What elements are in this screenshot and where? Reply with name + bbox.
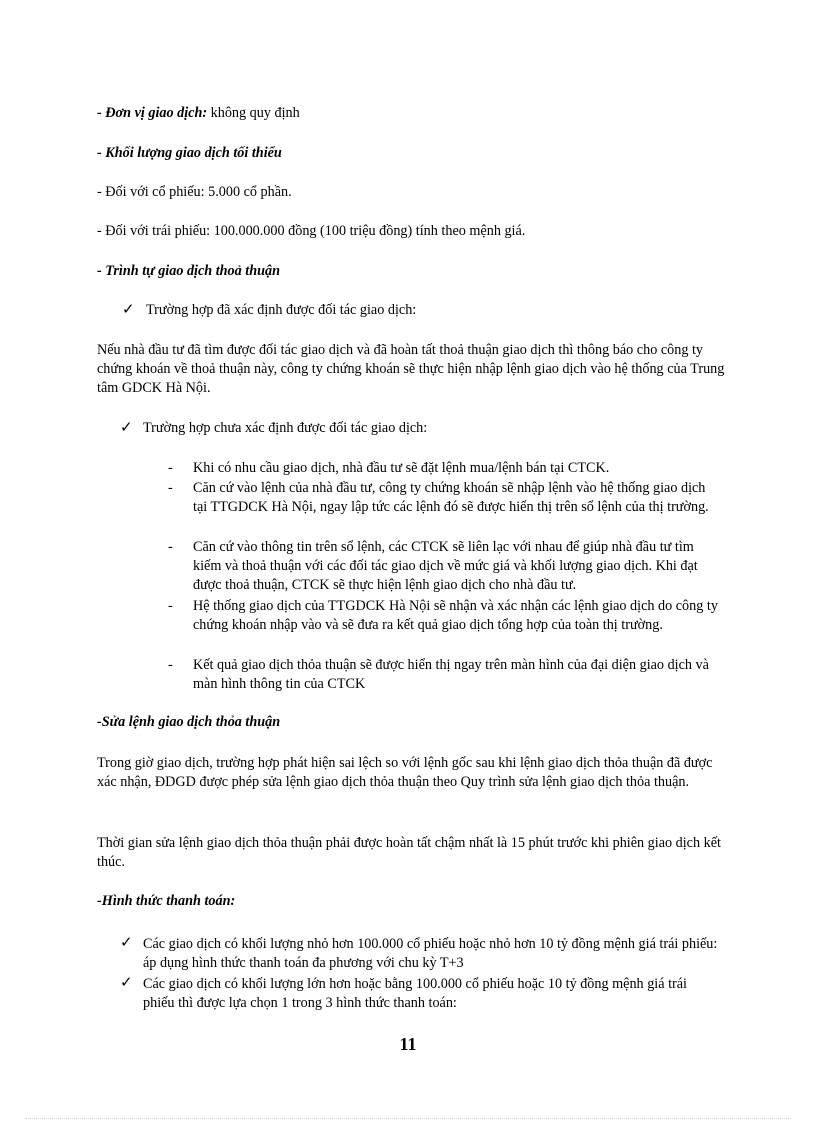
- page-number: 11: [399, 1034, 417, 1054]
- don-vi-value: không quy định: [207, 105, 300, 121]
- don-vi-label: - Đơn vị giao dịch:: [97, 105, 208, 121]
- step-3: Căn cứ vào thông tin trên sổ lệnh, các CTCK sẽ liên lạc với nhau để giúp nhà đầu tư tìm kiếm và thoả thuận với các đối tác giao dịch về mức giá và khối lượng giao dịch. Khi đạt được thoả thuận, CTCK sẽ thực hiện lệnh giao dịch cho nhà đầu tư.: [193, 539, 698, 593]
- checkmark-icon: ✓: [120, 975, 133, 991]
- page-bottom-divider: [25, 1118, 791, 1119]
- trinh-tu-heading: - Trình tự giao dịch thoả thuận: [97, 263, 281, 279]
- dash-bullet: -: [168, 657, 173, 673]
- sua-lenh-paragraph-2: Thời gian sửa lệnh giao dịch thỏa thuận phải được hoàn tất chậm nhất là 15 phút trước khi phiên giao dịch kết thúc.: [97, 835, 721, 870]
- khoi-luong-heading: - Khối lượng giao dịch tối thiểu: [97, 145, 282, 161]
- thanh-toan-item-1: Các giao dịch có khối lượng nhỏ hơn 100.000 cổ phiếu hoặc nhỏ hơn 10 tỷ đồng mệnh giá trái phiếu: áp dụng hình thức thanh toán đa phương với chu kỳ T+3: [143, 936, 718, 971]
- dash-bullet: -: [168, 598, 173, 614]
- co-phieu-line: - Đối với cổ phiếu: 5.000 cổ phần.: [97, 184, 292, 200]
- case2-label: Trường hợp chưa xác định được đối tác giao dịch:: [143, 420, 428, 436]
- dash-bullet: -: [168, 539, 173, 555]
- checkmark-icon: ✓: [120, 420, 133, 436]
- dash-bullet: -: [168, 480, 173, 496]
- trai-phieu-line: - Đối với trái phiếu: 100.000.000 đồng (100 triệu đồng) tính theo mệnh giá.: [97, 223, 526, 239]
- step-4: Hệ thống giao dịch của TTGDCK Hà Nội sẽ nhận và xác nhận các lệnh giao dịch do công ty chứng khoán nhập vào và sẽ đưa ra kết quả giao dịch tổng hợp của toàn thị trường.: [193, 598, 718, 633]
- sua-lenh-heading: -Sửa lệnh giao dịch thỏa thuận: [97, 714, 281, 730]
- checkmark-icon: ✓: [122, 302, 135, 318]
- step-5: Kết quả giao dịch thỏa thuận sẽ được hiển thị ngay trên màn hình của đại diện giao dịch và màn hình thông tin của CTCK: [193, 657, 709, 692]
- case1-paragraph: Nếu nhà đầu tư đã tìm được đối tác giao dịch và đã hoàn tất thoả thuận giao dịch thì thông báo cho công ty chứng khoán về thoả thuận này, công ty chứng khoán sẽ thực hiện nhập lệnh giao dịch vào hệ thống của Trung tâm GDCK Hà Nội.: [97, 342, 725, 396]
- dash-bullet: -: [168, 460, 173, 476]
- checkmark-icon: ✓: [120, 935, 133, 951]
- don-vi-line: [97, 105, 300, 122]
- sua-lenh-paragraph-1: Trong giờ giao dịch, trường hợp phát hiện sai lệch so với lệnh gốc sau khi lệnh giao dịch thỏa thuận đã được xác nhận, ĐDGD được phép sửa lệnh giao dịch thỏa thuận theo Quy trình sửa lệnh giao dịch thỏa thuận.: [97, 755, 713, 790]
- step-2: Căn cứ vào lệnh của nhà đầu tư, công ty chứng khoán sẽ nhập lệnh vào hệ thống giao dịch tại TTGDCK Hà Nội, ngay lập tức các lệnh đó sẽ được hiển thị trên sổ lệnh của thị trường.: [193, 480, 709, 515]
- thanh-toan-item-2: Các giao dịch có khối lượng lớn hơn hoặc bằng 100.000 cổ phiếu hoặc 10 tỷ đồng mệnh giá trái phiếu thì được lựa chọn 1 trong 3 hình thức thanh toán:: [143, 976, 687, 1011]
- step-1: Khi có nhu cầu giao dịch, nhà đầu tư sẽ đặt lệnh mua/lệnh bán tại CTCK.: [193, 460, 610, 476]
- thanh-toan-heading: -Hình thức thanh toán:: [97, 893, 236, 909]
- case1-label: Trường hợp đã xác định được đối tác giao dịch:: [146, 302, 417, 318]
